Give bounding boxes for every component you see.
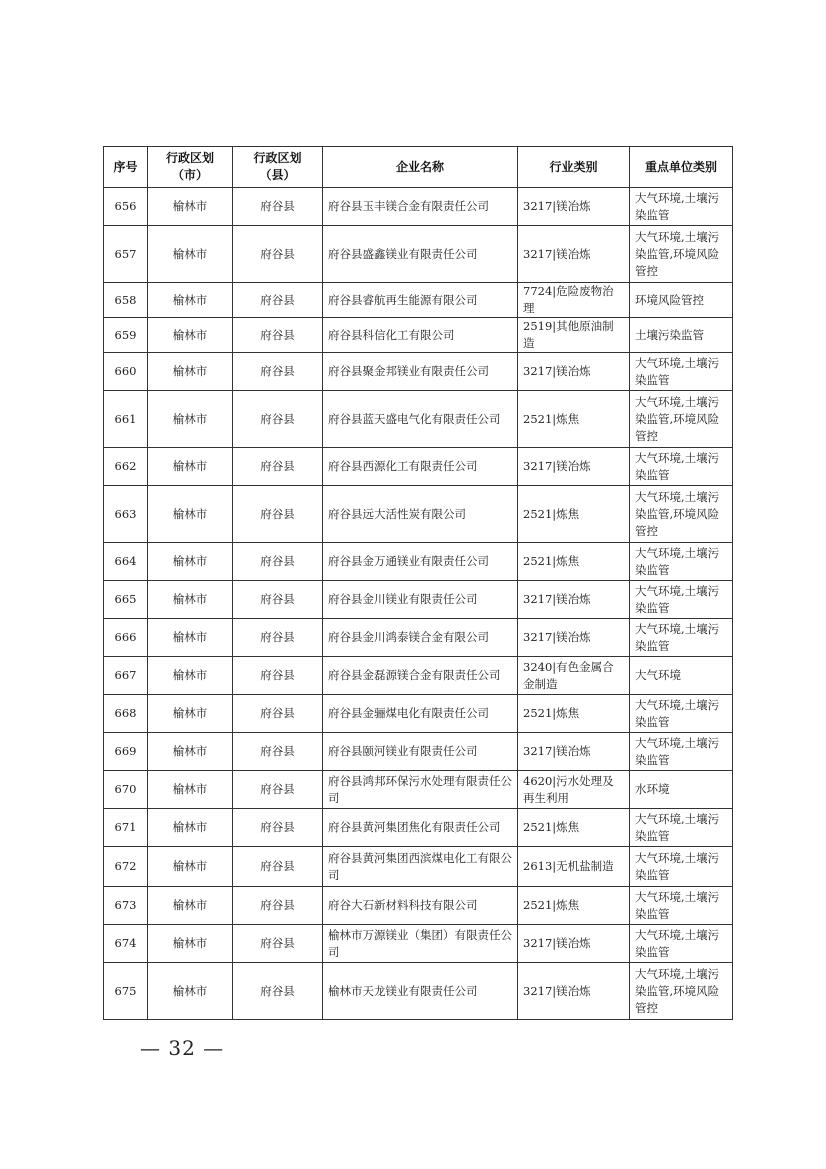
cell-county: 府谷县	[233, 695, 323, 733]
table-row	[104, 391, 733, 448]
cell-city: 榆林市	[148, 283, 233, 318]
cell-serial: 662	[104, 448, 148, 486]
cell-city: 榆林市	[148, 486, 233, 543]
cell-industry: 3217|镁冶炼	[518, 448, 630, 486]
cell-company: 府谷县聚金邦镁业有限责任公司	[323, 353, 518, 391]
cell-category: 大气环境,土壤污染监管	[630, 887, 733, 925]
table-row	[104, 887, 733, 925]
cell-category: 大气环境,土壤污染监管	[630, 619, 733, 657]
cell-company: 府谷县金万通镁业有限责任公司	[323, 543, 518, 581]
cell-industry: 2521|炼焦	[518, 887, 630, 925]
cell-county: 府谷县	[233, 847, 323, 887]
cell-county: 府谷县	[233, 887, 323, 925]
cell-county: 府谷县	[233, 283, 323, 318]
cell-city: 榆林市	[148, 657, 233, 695]
cell-company: 府谷县远大活性炭有限公司	[323, 486, 518, 543]
table-row	[104, 963, 733, 1020]
cell-county: 府谷县	[233, 963, 323, 1020]
cell-company: 府谷县盛鑫镁业有限责任公司	[323, 226, 518, 283]
cell-industry: 2521|炼焦	[518, 486, 630, 543]
cell-city: 榆林市	[148, 353, 233, 391]
cell-category: 大气环境,土壤污染监管	[630, 581, 733, 619]
table-row	[104, 657, 733, 695]
table-row	[104, 771, 733, 809]
cell-category: 大气环境,土壤污染监管	[630, 543, 733, 581]
header-serial: 序号	[104, 147, 148, 188]
cell-category: 大气环境,土壤污染监管	[630, 188, 733, 226]
table-row	[104, 581, 733, 619]
table-row	[104, 543, 733, 581]
cell-category: 大气环境,土壤污染监管	[630, 448, 733, 486]
cell-city: 榆林市	[148, 963, 233, 1020]
cell-serial: 656	[104, 188, 148, 226]
cell-city: 榆林市	[148, 695, 233, 733]
cell-industry: 3217|镁冶炼	[518, 619, 630, 657]
cell-industry: 2521|炼焦	[518, 391, 630, 448]
cell-serial: 659	[104, 318, 148, 353]
cell-serial: 672	[104, 847, 148, 887]
page-number: — 32 —	[140, 1036, 225, 1060]
cell-city: 榆林市	[148, 391, 233, 448]
cell-company: 府谷大石新材料科技有限公司	[323, 887, 518, 925]
cell-category: 土壤污染监管	[630, 318, 733, 353]
cell-company: 榆林市万源镁业（集团）有限责任公司	[323, 925, 518, 963]
table-row	[104, 695, 733, 733]
cell-category: 环境风险管控	[630, 283, 733, 318]
cell-company: 府谷县睿航再生能源有限公司	[323, 283, 518, 318]
cell-industry: 3240|有色金属合金制造	[518, 657, 630, 695]
cell-category: 大气环境,土壤污染监管	[630, 353, 733, 391]
table-row	[104, 353, 733, 391]
cell-county: 府谷县	[233, 543, 323, 581]
cell-serial: 657	[104, 226, 148, 283]
cell-city: 榆林市	[148, 771, 233, 809]
cell-county: 府谷县	[233, 733, 323, 771]
cell-county: 府谷县	[233, 353, 323, 391]
cell-serial: 671	[104, 809, 148, 847]
cell-city: 榆林市	[148, 847, 233, 887]
cell-city: 榆林市	[148, 887, 233, 925]
cell-county: 府谷县	[233, 226, 323, 283]
cell-county: 府谷县	[233, 657, 323, 695]
cell-serial: 663	[104, 486, 148, 543]
cell-county: 府谷县	[233, 619, 323, 657]
cell-city: 榆林市	[148, 925, 233, 963]
cell-city: 榆林市	[148, 543, 233, 581]
cell-industry: 2521|炼焦	[518, 543, 630, 581]
cell-company: 府谷县金骊煤电化有限责任公司	[323, 695, 518, 733]
cell-category: 大气环境,土壤污染监管	[630, 925, 733, 963]
table-row	[104, 226, 733, 283]
cell-county: 府谷县	[233, 448, 323, 486]
header-county: 行政区划 （县）	[233, 147, 323, 188]
table-row	[104, 925, 733, 963]
header-industry: 行业类别	[518, 147, 630, 188]
table-row	[104, 448, 733, 486]
cell-company: 府谷县蓝天盛电气化有限责任公司	[323, 391, 518, 448]
cell-industry: 3217|镁冶炼	[518, 925, 630, 963]
cell-company: 府谷县黄河集团焦化有限责任公司	[323, 809, 518, 847]
cell-county: 府谷县	[233, 188, 323, 226]
cell-county: 府谷县	[233, 771, 323, 809]
cell-company: 府谷县金川镁业有限责任公司	[323, 581, 518, 619]
cell-serial: 675	[104, 963, 148, 1020]
cell-industry: 2521|炼焦	[518, 695, 630, 733]
cell-city: 榆林市	[148, 733, 233, 771]
cell-industry: 3217|镁冶炼	[518, 733, 630, 771]
cell-city: 榆林市	[148, 188, 233, 226]
cell-industry: 2613|无机盐制造	[518, 847, 630, 887]
table-row	[104, 809, 733, 847]
table-header-row	[104, 147, 733, 188]
cell-city: 榆林市	[148, 619, 233, 657]
cell-city: 榆林市	[148, 226, 233, 283]
cell-company: 府谷县西源化工有限责任公司	[323, 448, 518, 486]
cell-industry: 2519|其他原油制造	[518, 318, 630, 353]
cell-serial: 674	[104, 925, 148, 963]
table-row	[104, 486, 733, 543]
cell-category: 大气环境,土壤污染监管	[630, 809, 733, 847]
cell-city: 榆林市	[148, 318, 233, 353]
cell-county: 府谷县	[233, 809, 323, 847]
cell-industry: 3217|镁冶炼	[518, 581, 630, 619]
cell-category: 大气环境,土壤污染监管	[630, 733, 733, 771]
cell-serial: 669	[104, 733, 148, 771]
cell-company: 府谷县鸿邦环保污水处理有限责任公司	[323, 771, 518, 809]
cell-industry: 3217|镁冶炼	[518, 353, 630, 391]
cell-category: 大气环境,土壤污染监管,环境风险管控	[630, 391, 733, 448]
cell-industry: 3217|镁冶炼	[518, 188, 630, 226]
cell-category: 大气环境,土壤污染监管,环境风险管控	[630, 963, 733, 1020]
cell-serial: 666	[104, 619, 148, 657]
table-row	[104, 283, 733, 318]
cell-city: 榆林市	[148, 448, 233, 486]
header-category: 重点单位类别	[630, 147, 733, 188]
table-row	[104, 733, 733, 771]
cell-company: 府谷县金川鸿泰镁合金有限公司	[323, 619, 518, 657]
cell-category: 大气环境,土壤污染监管	[630, 695, 733, 733]
table-row	[104, 188, 733, 226]
cell-category: 水环境	[630, 771, 733, 809]
enterprise-table	[103, 146, 733, 1020]
cell-industry: 2521|炼焦	[518, 809, 630, 847]
cell-serial: 664	[104, 543, 148, 581]
cell-city: 榆林市	[148, 809, 233, 847]
cell-industry: 3217|镁冶炼	[518, 226, 630, 283]
cell-serial: 661	[104, 391, 148, 448]
cell-category: 大气环境,土壤污染监管,环境风险管控	[630, 486, 733, 543]
cell-serial: 668	[104, 695, 148, 733]
cell-serial: 670	[104, 771, 148, 809]
cell-serial: 673	[104, 887, 148, 925]
cell-county: 府谷县	[233, 581, 323, 619]
cell-serial: 665	[104, 581, 148, 619]
header-company: 企业名称	[323, 147, 518, 188]
cell-serial: 667	[104, 657, 148, 695]
cell-county: 府谷县	[233, 391, 323, 448]
cell-company: 府谷县玉丰镁合金有限责任公司	[323, 188, 518, 226]
cell-category: 大气环境,土壤污染监管,环境风险管控	[630, 226, 733, 283]
cell-city: 榆林市	[148, 581, 233, 619]
cell-industry: 7724|危险废物治理	[518, 283, 630, 318]
cell-county: 府谷县	[233, 318, 323, 353]
cell-company: 府谷县黄河集团西滨煤电化工有限公司	[323, 847, 518, 887]
cell-company: 榆林市天龙镁业有限责任公司	[323, 963, 518, 1020]
cell-category: 大气环境	[630, 657, 733, 695]
cell-company: 府谷县科信化工有限公司	[323, 318, 518, 353]
cell-serial: 660	[104, 353, 148, 391]
cell-county: 府谷县	[233, 925, 323, 963]
table-row	[104, 619, 733, 657]
cell-industry: 3217|镁冶炼	[518, 963, 630, 1020]
cell-category: 大气环境,土壤污染监管	[630, 847, 733, 887]
cell-industry: 4620|污水处理及再生利用	[518, 771, 630, 809]
header-city: 行政区划 （市）	[148, 147, 233, 188]
table-row	[104, 318, 733, 353]
table-row	[104, 847, 733, 887]
cell-serial: 658	[104, 283, 148, 318]
cell-company: 府谷县颐河镁业有限责任公司	[323, 733, 518, 771]
cell-company: 府谷县金磊源镁合金有限责任公司	[323, 657, 518, 695]
cell-county: 府谷县	[233, 486, 323, 543]
